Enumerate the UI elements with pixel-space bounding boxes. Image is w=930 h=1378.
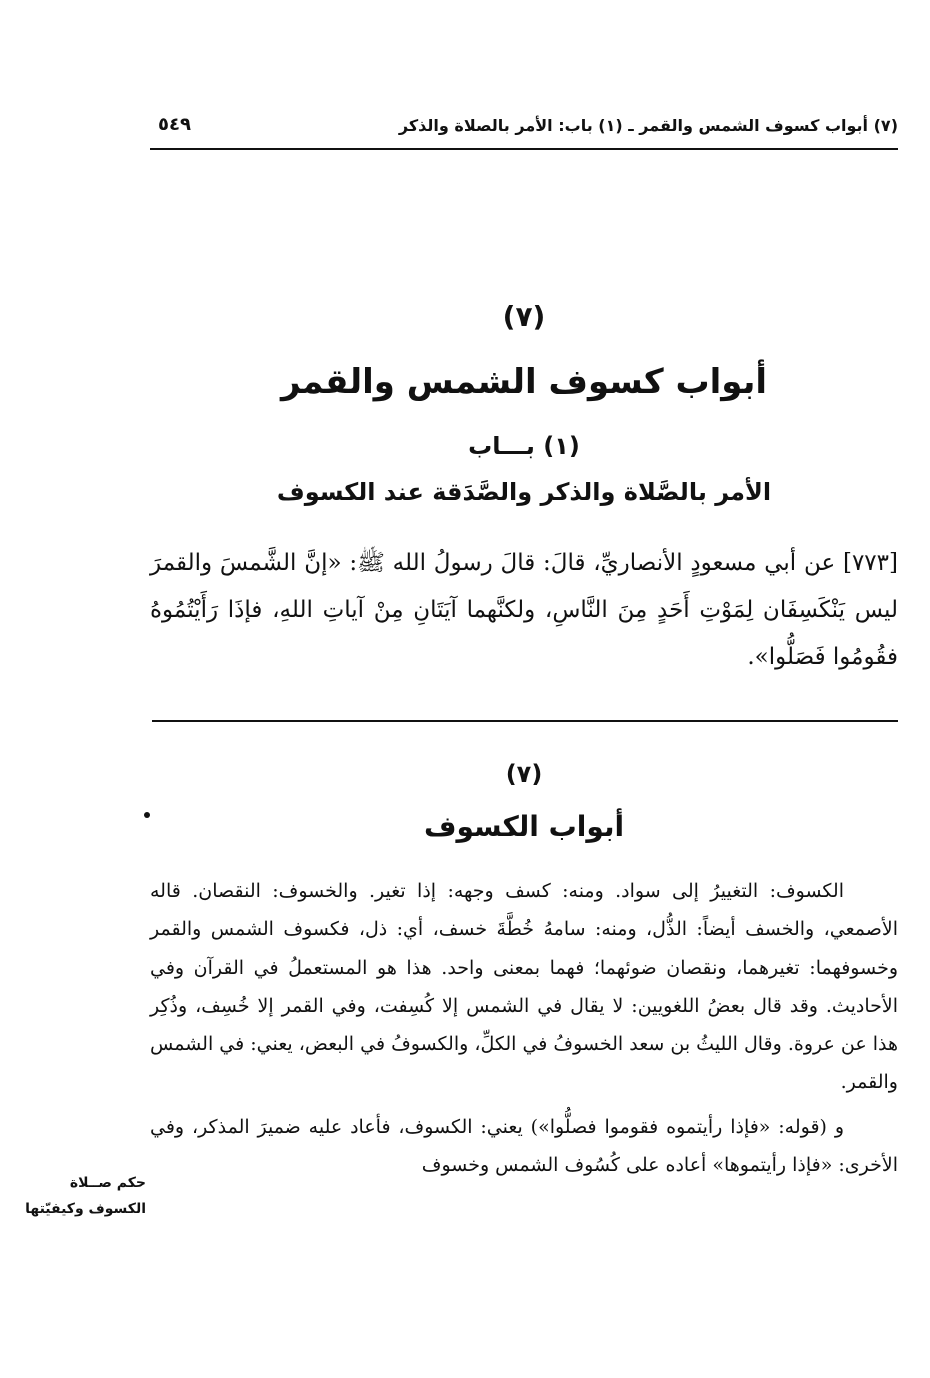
page-number: ٥٤٩ <box>158 114 191 135</box>
commentary-paragraph: و (قوله: «فإذا رأيتموه فقوموا فصلُّوا») يعني: الكسوف، فأعاد عليه ضميرَ المذكر، وفي الأخرى: «فإذا رأيتموها» أعاده على كُسُوف الشمس وخسوف <box>150 1115 898 1177</box>
margin-note-line: الكسوف وكيفيّتها <box>25 1201 146 1217</box>
commentary-body <box>150 872 898 1184</box>
margin-note-line: حكم صــلاة <box>69 1175 146 1191</box>
chapter-label: (١) بـــاب <box>468 432 580 460</box>
running-header <box>150 112 898 144</box>
hadith-text: [٧٧٣] عن أبي مسعودٍ الأنصاريِّ، قالَ: قالَ رسولُ الله ﷺ: «إنَّ الشَّمسَ والقمرَ ليس يَنْكَسِفَان لِمَوْتِ أَحَدٍ مِنَ النَّاسِ، ولكنَّهما آيَتَانِ مِنْ آياتِ اللهِ، فإذَا رَأَيْتُمُوهُ فقُومُوا فَصَلُّوا». <box>150 550 898 670</box>
header-divider <box>150 148 898 150</box>
section-title: أبواب كسوف الشمس والقمر <box>280 362 768 402</box>
commentary-paragraph: الكسوف: التغييرُ إلى سواد. ومنه: كسف وجهه: إذا تغير. والخسوف: النقصان. قاله الأصمعي، والخسف أيضاً: الذُّل، ومنه: سامهُ خُطَّةَ خسف، أي: ذل، فكسوف الشمس والقمر وخسوفهما: تغيرهما، ونقصان ضوئهما؛ فهما بمعنى واحد. هذا هو المستعملُ في القرآن وفي الأحاديث. وقد قال بعضُ اللغويين: لا يقال في الشمس إلا كُسِفت، وفي القمر إلا خُسِف، وذُكِر هذا عن عروة. وقال الليثُ بن سعد الخسوفُ في الكلِّ، والكسوفُ في البعض، يعني: في الشمس والقمر. <box>150 880 898 1094</box>
section-number: (٧) <box>502 300 546 333</box>
margin-note <box>12 1170 146 1222</box>
commentary-divider <box>152 720 898 722</box>
chapter-title: الأمر بالصَّلاة والذكر والصَّدَقة عند الكسوف <box>276 478 772 506</box>
commentary-section-number: (٧) <box>505 760 543 788</box>
commentary-section-title: أبواب الكسوف <box>423 810 625 843</box>
ink-dot <box>144 812 150 818</box>
running-title: (٧) أبواب كسوف الشمس والقمر ـ (١) باب: الأمر بالصلاة والذكر <box>398 116 898 135</box>
